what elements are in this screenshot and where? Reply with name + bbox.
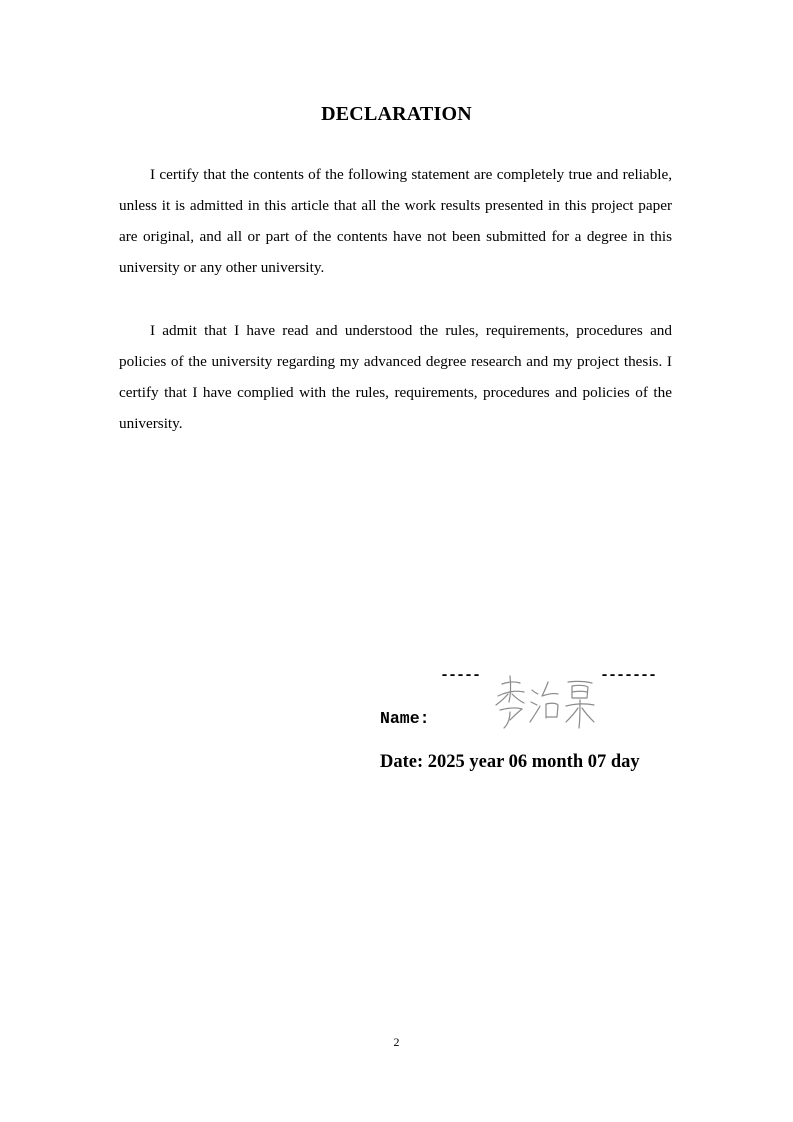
signature-dash-right: ------- <box>600 667 657 684</box>
declaration-paragraph-1: I certify that the contents of the following statement are completely true and reliable, unless it is admitted in this article that all the work results presented in this project paper are original, and all or part of the contents have not been submitted for a degree in this university or any other university. <box>119 166 672 276</box>
page-number: 2 <box>393 1035 400 1049</box>
date-line: Date: 2025 year 06 month 07 day <box>380 752 640 772</box>
declaration-paragraph-2: I admit that I have read and understood the rules, requirements, procedures and policies of the university regarding my advanced degree research and my project thesis. I certify that I have complied with the rules, requirements, procedures and policies of the university. <box>119 322 672 432</box>
page-title: DECLARATION <box>321 103 472 125</box>
handwritten-signature <box>488 672 600 732</box>
signature-dash-left: ----- <box>440 667 481 684</box>
name-label: Name: <box>380 709 430 728</box>
